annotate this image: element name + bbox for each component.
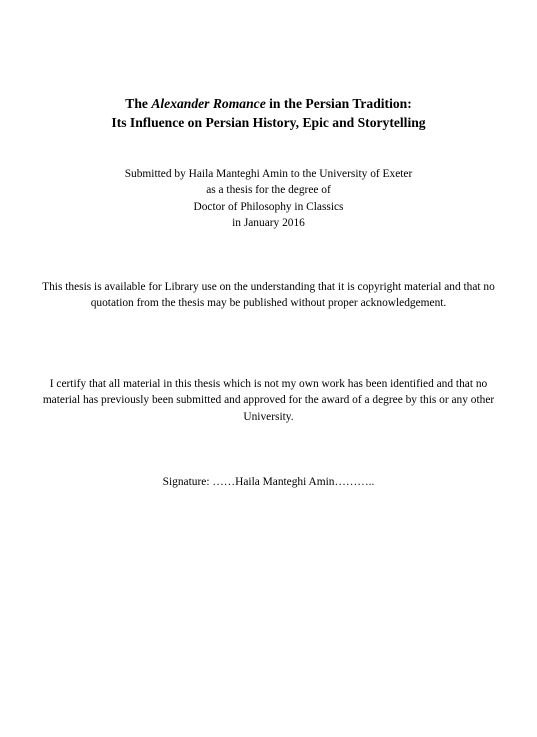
thesis-title [0, 94, 537, 132]
submission-line-4: in January 2016 [232, 216, 305, 229]
thesis-title-line-1: The Alexander Romance in the Persian Tradition: [125, 96, 412, 111]
thesis-title-line-2: Its Influence on Persian History, Epic and Storytelling [111, 115, 426, 130]
submission-details [0, 166, 537, 231]
submission-line-3: Doctor of Philosophy in Classics [193, 200, 344, 213]
certification-statement: I certify that all material in this thesis which is not my own work has been identified and that no material has previously been submitted and approved for the award of a degree by this or any other University. [42, 378, 495, 423]
availability-statement: This thesis is available for Library use on the understanding that it is copyright material and that no quotation from the thesis may be published without proper acknowledgement. [42, 281, 495, 310]
thesis-title-italic: Alexander Romance [151, 96, 266, 111]
signature-line: Signature: ……Haila Manteghi Amin……….. [162, 476, 375, 488]
submission-line-2: as a thesis for the degree of [206, 184, 331, 197]
submission-line-1: Submitted by Haila Manteghi Amin to the University of Exeter [124, 168, 413, 180]
